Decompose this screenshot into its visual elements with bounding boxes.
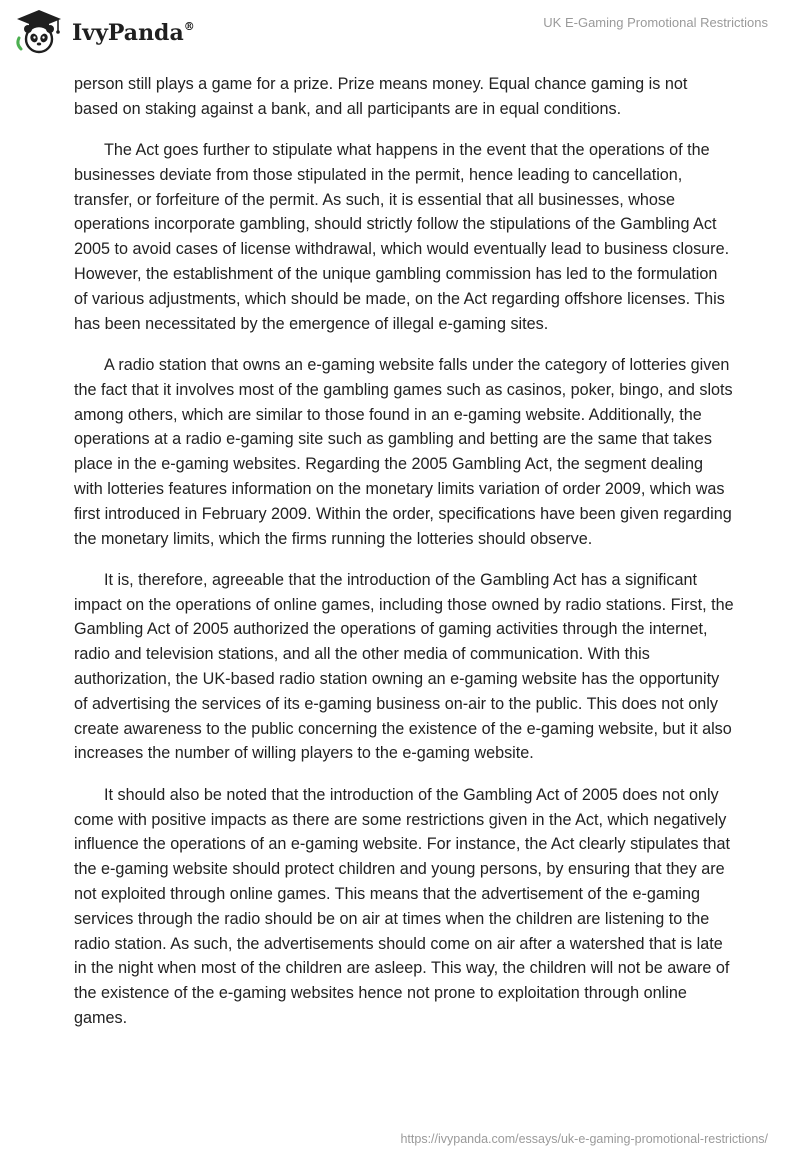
paragraph-3: A radio station that owns an e-gaming website falls under the category of lotteries given the fact that it involves most of the gambling games such as casinos, poker, bingo, and slots among others, which are similar to those found in an e-gaming website. Additionally, the operations at a radio e-gaming site such as gambling and betting are the same that takes place in the e-gaming websites. Regarding the 2005 Gambling Act, the segment dealing with lotteries features information on the monetary limits variation of order 2009, which was first introduced in February 2009. Within the order, specifications have been given regarding the monetary limits, which the firms running the lotteries should observe. xyxy=(74,355,733,548)
paragraph-1: person still plays a game for a prize. Prize means money. Equal chance gaming is not based on staking against a bank, and all participants are in equal conditions. xyxy=(74,75,688,118)
brand-name xyxy=(72,19,195,46)
brand-name-text: IvyPanda xyxy=(72,20,184,46)
panda-graduate-icon xyxy=(14,8,64,54)
brand-logo[interactable] xyxy=(14,8,195,54)
paragraph-4: It is, therefore, agreeable that the introduction of the Gambling Act has a significant impact on the operations of online games, including those owned by radio stations. First, the Gambling Act of 2005 authorized the operations of gaming activities through the internet, radio and television stations, and all the other media of communication. With this authorization, the UK-based radio station owning an e-gaming website has the opportunity of advertising the services of its e-gaming business on-air to the public. This does not only create awareness to the public concerning the existence of the e-gaming website, but it also increases the number of willing players to the e-gaming website. xyxy=(74,570,734,763)
paragraph-2: The Act goes further to stipulate what happens in the event that the operations of the businesses deviate from those stipulated in the permit, hence leading to cancellation, transfer, or forfeiture of the permit. As such, it is essential that all businesses, whose operations incorporate gambling, should strictly follow the stipulations of the Gambling Act 2005 to avoid cases of license withdrawal, which would eventually lead to business closure. However, the establishment of the unique gambling commission has led to the formulation of various adjustments, which should be made, on the Act regarding offshore licenses. This has been necessitated by the emergence of illegal e-gaming sites. xyxy=(74,141,730,333)
document-title: UK E-Gaming Promotional Restrictions xyxy=(543,15,768,30)
registered-mark: ® xyxy=(183,19,195,33)
essay-body xyxy=(74,72,734,1047)
source-url-link[interactable]: https://ivypanda.com/essays/uk-e-gaming-promotional-restrictions/ xyxy=(400,1132,768,1146)
paragraph-5: It should also be noted that the introduction of the Gambling Act of 2005 does not only come with positive impacts as there are some restrictions given in the Act, which negatively influence the operations of an e-gaming website. For instance, the Act clearly stipulates that the e-gaming website should protect children and young persons, by ensuring that they are not exploited through online games. This means that the advertisement of the e-gaming services through the radio should be on air at times when the children are listening to the radio station. As such, the advertisements should come on air after a watershed that is late in the night when most of the children are asleep. This way, the children will not be aware of the existence of the e-gaming websites hence not prone to exploitation through online games. xyxy=(74,785,730,1027)
page-header xyxy=(0,0,800,70)
